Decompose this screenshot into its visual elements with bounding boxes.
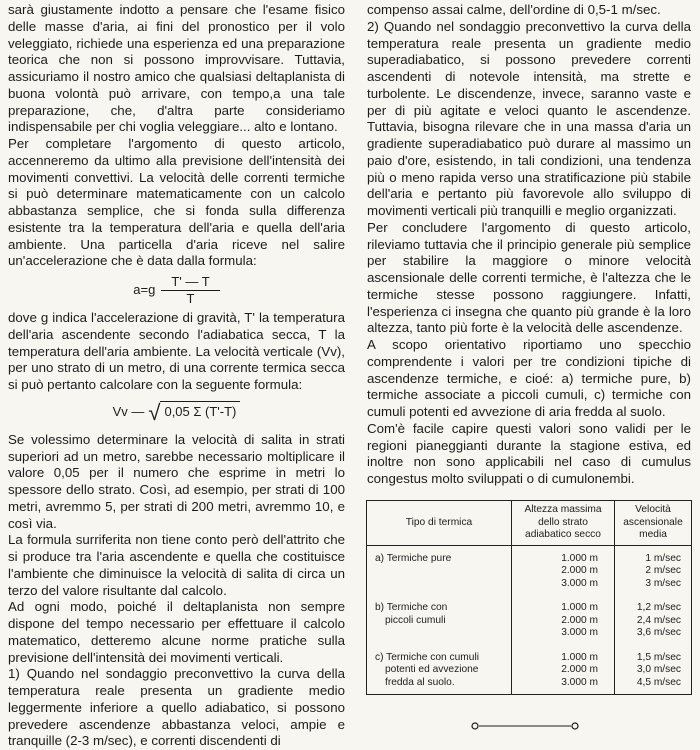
paragraph: dove g indica l'accelerazione di gravità, T' la temperatura dell'aria ascendente secondo l'adiabatica secca, T la temperatura dell'aria ambiente. La velocità verticale (Vv), per uno strato di un metro, di una corrente termica secca si può pertanto calcolare con la seguente formula: xyxy=(8,310,345,392)
thermal-type-label: fredda al suolo. xyxy=(385,676,455,688)
formula-denominator: T xyxy=(186,290,195,306)
square-root xyxy=(148,401,240,425)
altitude-value: 2.000 m xyxy=(561,614,598,626)
thermal-speed-table xyxy=(366,500,692,695)
speed-value: 1 m/sec xyxy=(645,552,681,564)
left-column xyxy=(8,2,345,750)
table-row xyxy=(367,595,692,645)
thermal-type-cell xyxy=(367,645,512,695)
speed-value: 1,2 m/sec xyxy=(636,602,681,613)
acceleration-formula xyxy=(8,270,345,310)
altitude-value: 3.000 m xyxy=(561,676,598,688)
column-header: Velocità ascensionale media xyxy=(615,501,692,546)
paragraph: Se volessimo determinare la velocità di salita in strati superiori ad un metro, sarebbe necessario moltiplicare il valore 0,05 per il numero che esprime in metri lo spessore dello strato. Così, ad esempio, per strati di 100 metri, avremmo 5, per strati di 200 metri, avremmo 10, e così via. xyxy=(8,431,345,531)
paragraph: Com'è facile capire questi valori sono validi per le regioni pianeggianti durante la stagione estiva, ed inoltre non sono applicabili nel caso di cumulus congestus molto sviluppati o di cumulonembi. xyxy=(367,420,691,486)
column-header: Altezza massima dello strato adiabatico secco xyxy=(512,501,615,546)
altitude-value: 3.000 m xyxy=(561,627,598,638)
formula-numerator: T' — T xyxy=(161,274,219,291)
altitude-value: 1.000 m xyxy=(561,602,598,613)
thermal-type-cell xyxy=(367,545,512,595)
speed-value: 3,0 m/sec xyxy=(636,664,681,675)
paragraph: 1) Quando nel sondaggio preconvettivo la curva della temperatura reale presenta un gradiente medio leggermente inferiore a quello adiabatico, si possono prevedere ascendenze abbastanza veloci, ampie e tranquille (2-3 m/sec), e correnti discendenti di xyxy=(8,666,345,749)
speed-value: 2,4 m/sec xyxy=(636,614,681,626)
thermal-type-label: c) Termiche con cumuli xyxy=(375,651,479,663)
altitude-cell xyxy=(512,545,615,595)
vertical-speed-formula xyxy=(8,394,345,432)
formula-lhs: a=g xyxy=(133,281,156,297)
table-header-row xyxy=(367,501,692,546)
speed-value: 3,6 m/sec xyxy=(636,627,681,638)
altitude-value: 1.000 m xyxy=(561,552,598,564)
speed-value: 2 m/sec xyxy=(645,565,681,576)
right-column xyxy=(367,2,691,488)
paragraph: La formula surriferita non tiene conto però dell'attrito che si produce tra l'aria ascendente e quella che costituisce l'ambiente che diminuisce la velocità di salita di circa un terzo del valore risultante dal calcolo. xyxy=(8,532,345,598)
paragraph: compenso assai calme, dell'ordine di 0,5-1 m/sec. xyxy=(367,2,661,17)
paragraph: sarà giustamente indotto a pensare che l'esame fisico delle masse d'aria, ai fini del pronostico per il volo veleggiato, richiede una esperienza ed una preparazione teorica che non si possono improvvisare. Tuttavia, assicuriamo il nostro amico che qualsiasi deltaplanista di buona volontà può arrivare, con tempo,a una tale preparazione, che, d'altra parte consideriamo indispensabile per chi voglia veleggiare... alto e lontano. xyxy=(8,2,345,135)
formula-fraction xyxy=(161,274,219,307)
table-row xyxy=(367,645,692,695)
thermal-type-label: piccoli cumuli xyxy=(385,614,446,626)
paragraph: Ad ogni modo, poiché il deltaplanista non sempre dispone del tempo necessario per effettuare il calcolo matematico, detteremo alcune norme pratiche sulla previsione dell'intensità dei movimenti verticali. xyxy=(8,599,345,665)
altitude-value: 2.000 m xyxy=(561,565,598,576)
thermal-type-label: potenti ed avvezione xyxy=(385,664,479,675)
speed-value: 4,5 m/sec xyxy=(636,676,681,688)
radical-sign-icon: √ xyxy=(148,399,161,425)
speed-value: 3 m/sec xyxy=(645,577,681,589)
end-ornament-icon xyxy=(470,721,580,731)
altitude-value: 1.000 m xyxy=(561,651,598,663)
thermal-type-cell xyxy=(367,595,512,645)
altitude-value: 3.000 m xyxy=(561,577,598,589)
table-row xyxy=(367,545,692,595)
formula-lhs: Vv — xyxy=(112,404,145,420)
paragraph: A scopo orientativo riportiamo uno specchio comprendente i valori per tre condizioni tipiche di ascendenze termiche, e cioé: a) termiche pure, b) termiche associate a piccoli cumuli, c) termiche con cumuli potenti ed avvezione di aria fredda al suolo. xyxy=(367,337,691,419)
altitude-cell xyxy=(512,645,615,695)
speed-cell xyxy=(615,545,692,595)
altitude-cell xyxy=(512,595,615,645)
column-header: Tipo di termica xyxy=(367,501,512,546)
paragraph: Per completare l'argomento di questo articolo, accenneremo da ultimo alla previsione dell'intensità dei movimenti convettivi. La velocità delle correnti termiche si può determinare matematicamente con un calcolo abbastanza semplice, che si fonda sulla differenza esistente tra la temperatura dell'aria e quella dell'aria ambiente. Una particella d'aria riceve nel salire un'accelerazione che è data dalla formula: xyxy=(8,136,345,269)
altitude-value: 2.000 m xyxy=(561,664,598,675)
formula-radicand: 0,05 Σ (T'-T) xyxy=(160,401,240,425)
speed-cell xyxy=(615,645,692,695)
thermal-type-label: a) Termiche pure xyxy=(375,552,452,564)
paragraph: Per concludere l'argomento di questo articolo, rileviamo tuttavia che il principio generale più semplice per stabilire la maggiore o minore velocità ascensionale delle correnti termiche, è l'altezza che le termiche stesse possono raggiungere. Infatti, l'esperienza ci insegna che quanto più grande è la loro altezza, tanto più forte è la velocità delle ascendenze. xyxy=(367,219,691,336)
paragraph: 2) Quando nel sondaggio preconvettivo la curva della temperatura reale presenta un gradiente medio superadiabatico, si possono prevedere correnti ascendenti di notevole intensità, ma strette e turbolente. Le discendenze, invece, saranno vaste e per di più agitate e veloci quanto le ascendenze. Tuttavia, bisogna rilevare che in una massa d'aria un gradiente superadiabatico può durare al massimo un paio d'ore, esistendo, in tali condizioni, una tendenza più o meno rapida verso una stratificazione più stabile dell'aria e pertanto più favorevole allo sviluppo di movimenti verticali più tranquilli e meglio organizzati. xyxy=(367,18,691,218)
speed-value: 1,5 m/sec xyxy=(636,651,681,663)
thermal-type-label: b) Termiche con xyxy=(375,602,448,613)
speed-cell xyxy=(615,595,692,645)
